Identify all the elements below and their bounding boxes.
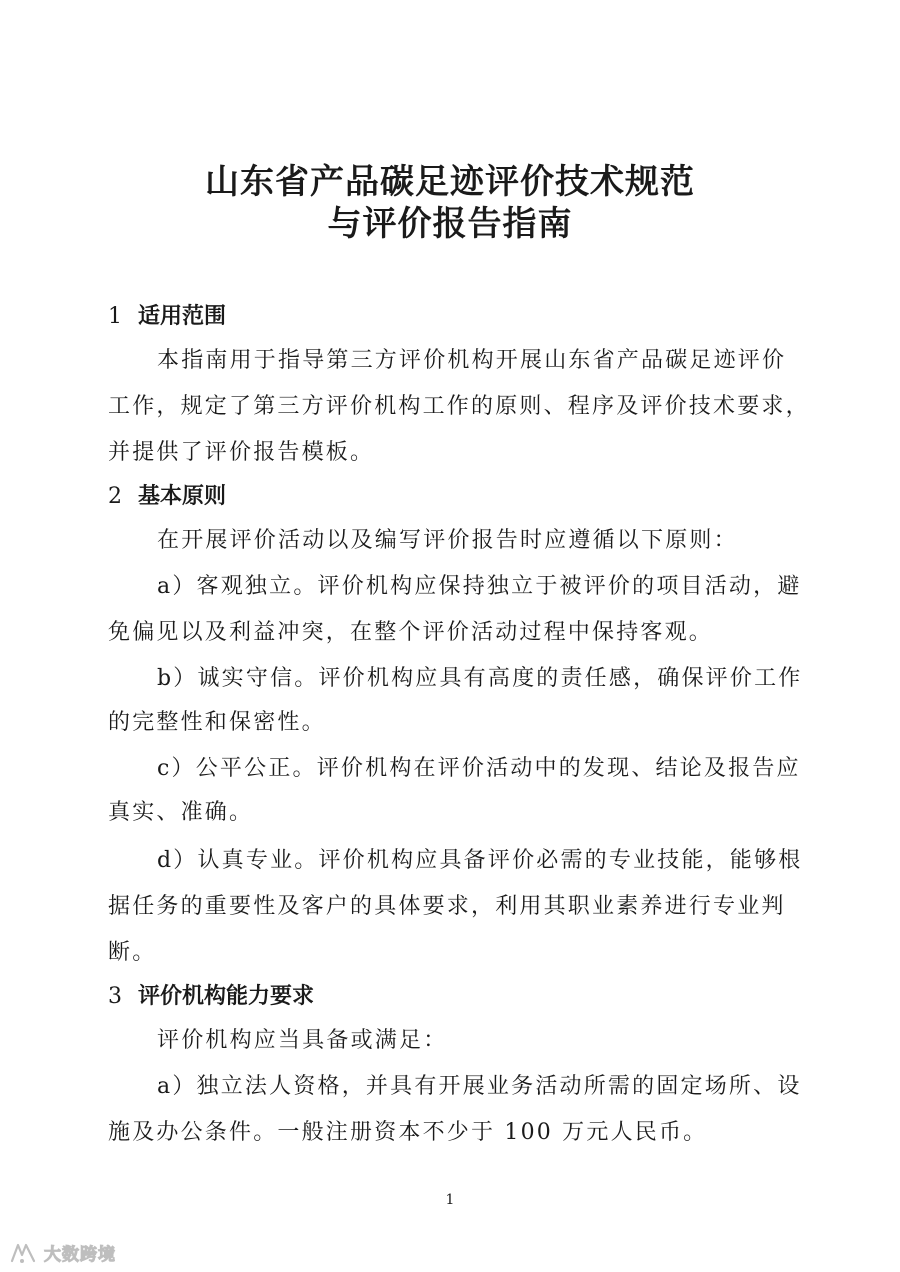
watermark-logo-icon: [8, 1241, 38, 1265]
paragraph-line: a）客观独立。评价机构应保持独立于被评价的项目活动，避: [157, 574, 802, 599]
paragraph-line: b）诚实守信。评价机构应具有高度的责任感，确保评价工作: [157, 666, 803, 691]
paragraph-line: c）公平公正。评价机构在评价活动中的发现、结论及报告应: [157, 756, 801, 781]
paragraph-line: a）独立法人资格，并具有开展业务活动所需的固定场所、设: [157, 1074, 802, 1099]
paragraph-line: 施及办公条件。一般注册资本不少于 100 万元人民币。: [108, 1120, 708, 1145]
document-title-line1: 山东省产品碳足迹评价技术规范: [205, 162, 695, 202]
page-number: 1: [445, 1192, 455, 1208]
section-title: 基本原则: [138, 484, 227, 509]
section-title: 评价机构能力要求: [138, 984, 315, 1009]
paragraph-line: 评价机构应当具备或满足：: [157, 1028, 448, 1053]
section-1-heading: [108, 302, 226, 332]
section-number: 2: [108, 484, 122, 509]
paragraph-line: d）认真专业。评价机构应具备评价必需的专业技能，能够根: [157, 848, 803, 873]
section-3-heading: [108, 982, 314, 1012]
paragraph-line: 真实、准确。: [108, 800, 254, 825]
section-2-heading: [108, 482, 226, 512]
watermark-text: 大数跨境: [44, 1245, 116, 1265]
paragraph-line: 工作，规定了第三方评价机构工作的原则、程序及评价技术要求，: [108, 394, 810, 419]
paragraph-line: 断。: [108, 940, 157, 965]
section-number: 1: [108, 304, 122, 329]
paragraph-line: 本指南用于指导第三方评价机构开展山东省产品碳足迹评价: [157, 348, 787, 373]
section-title: 适用范围: [138, 304, 227, 329]
paragraph-line: 的完整性和保密性。: [108, 710, 326, 735]
paragraph-line: 据任务的重要性及客户的具体要求，利用其职业素养进行专业判: [108, 894, 786, 919]
paragraph-line: 并提供了评价报告模板。: [108, 440, 375, 465]
paragraph-line: 免偏见以及利益冲突，在整个评价活动过程中保持客观。: [108, 620, 714, 645]
paragraph-line: 在开展评价活动以及编写评价报告时应遵循以下原则：: [157, 528, 738, 553]
section-number: 3: [108, 984, 122, 1009]
watermark: [8, 1240, 116, 1265]
document-title-line2: 与评价报告指南: [327, 204, 573, 244]
